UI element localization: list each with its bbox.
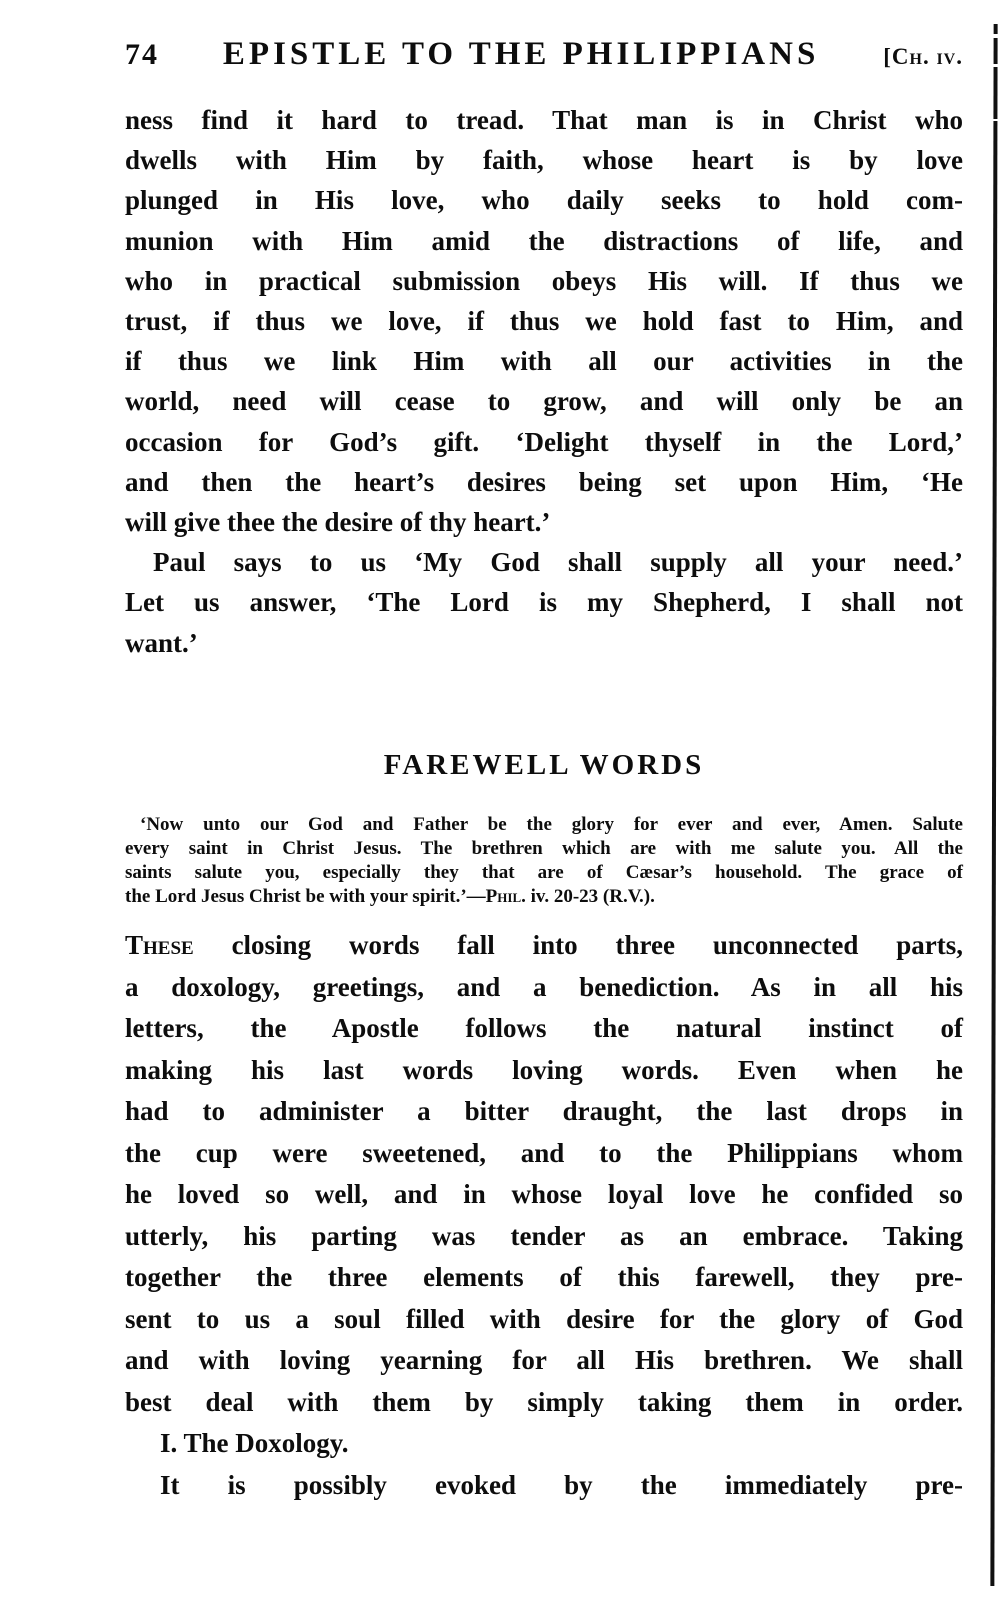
text-line: best deal with them by simply taking them in order.	[125, 1386, 963, 1417]
text-line: together the three elements of this farewell, they pre-	[125, 1262, 963, 1292]
text-line: making his last words loving words. Even when he	[125, 1054, 963, 1085]
epigraph-line	[125, 885, 963, 909]
text-line: the cup were sweetened, and to the Philippians whom	[125, 1137, 963, 1168]
text-line: dwells with Him by faith, whose heart is by love	[125, 145, 963, 176]
text-line: trust, if thus we love, if thus we hold fast to Him, and	[125, 306, 963, 337]
text-line: ness find it hard to tread. That man is in Christ who	[125, 105, 963, 135]
epigraph-line: ‘Now unto our God and Father be the glory for ever and ever, Amen. Salute	[140, 814, 963, 835]
text-line: if thus we link Him with all our activities in the	[125, 346, 963, 377]
text-line: utterly, his parting was tender as an embrace. Taking	[125, 1220, 963, 1251]
text-line: and with loving yearning for all His brethren. We shall	[125, 1345, 963, 1375]
text-line: It is possibly evoked by the immediately pre-	[160, 1469, 963, 1500]
section-heading: FAREWELL WORDS	[383, 749, 705, 781]
text-line: had to administer a bitter draught, the last drops in	[125, 1096, 963, 1126]
text-line: sent to us a soul filled with desire for the glory of God	[125, 1303, 963, 1334]
text-line: Paul says to us ‘My God shall supply all your need.’	[153, 547, 963, 578]
text-line: and then the heart’s desires being set upon Him, ‘He	[125, 466, 963, 497]
text-line: he loved so well, and in whose loyal love he confided so	[125, 1179, 963, 1209]
epigraph-line: saints salute you, especially they that are of Cæsar’s household. The grace of	[125, 862, 963, 883]
text-line: I. The Doxology.	[160, 1428, 349, 1458]
lead-word-small-caps: These	[125, 930, 194, 960]
text-line	[125, 925, 963, 967]
text-line: letters, the Apostle follows the natural instinct of	[125, 1013, 963, 1043]
text-line: munion with Him amid the distractions of life, and	[125, 225, 963, 256]
epigraph-line-text: the Lord Jesus Christ be with your spirit.’—	[125, 886, 486, 907]
epigraph-line: every saint in Christ Jesus. The brethren which are with me salute you. All the	[125, 838, 963, 859]
text-line: will give thee the desire of thy heart.’	[125, 507, 551, 538]
body-text-block-2	[125, 925, 963, 1506]
scripture-reference: Phil.	[485, 886, 526, 907]
text-line-rest: closing words fall into three unconnected parts,	[193, 930, 963, 960]
page-number: 74	[125, 38, 159, 71]
text-line: a doxology, greetings, and a benediction. As in all his	[125, 971, 963, 1002]
body-text-block-1	[125, 100, 963, 663]
text-line: occasion for God’s gift. ‘Delight thyself in the Lord,’	[125, 426, 963, 457]
epigraph	[125, 813, 963, 909]
running-title: EPISTLE TO THE PHILIPPIANS	[222, 36, 820, 72]
text-line: who in practical submission obeys His will. If thus we	[125, 265, 963, 296]
scan-edge-line	[990, 24, 997, 1586]
scripture-reference-detail: iv. 20-23 (R.V.).	[525, 886, 655, 907]
chapter-reference: [Ch. iv.	[883, 44, 963, 69]
text-line: Let us answer, ‘The Lord is my Shepherd, I shall not	[125, 587, 963, 618]
text-line: plunged in His love, who daily seeks to hold com-	[125, 185, 963, 216]
text-line: world, need will cease to grow, and will only be an	[125, 386, 963, 417]
text-line: want.’	[125, 627, 198, 658]
page-header	[125, 36, 963, 73]
